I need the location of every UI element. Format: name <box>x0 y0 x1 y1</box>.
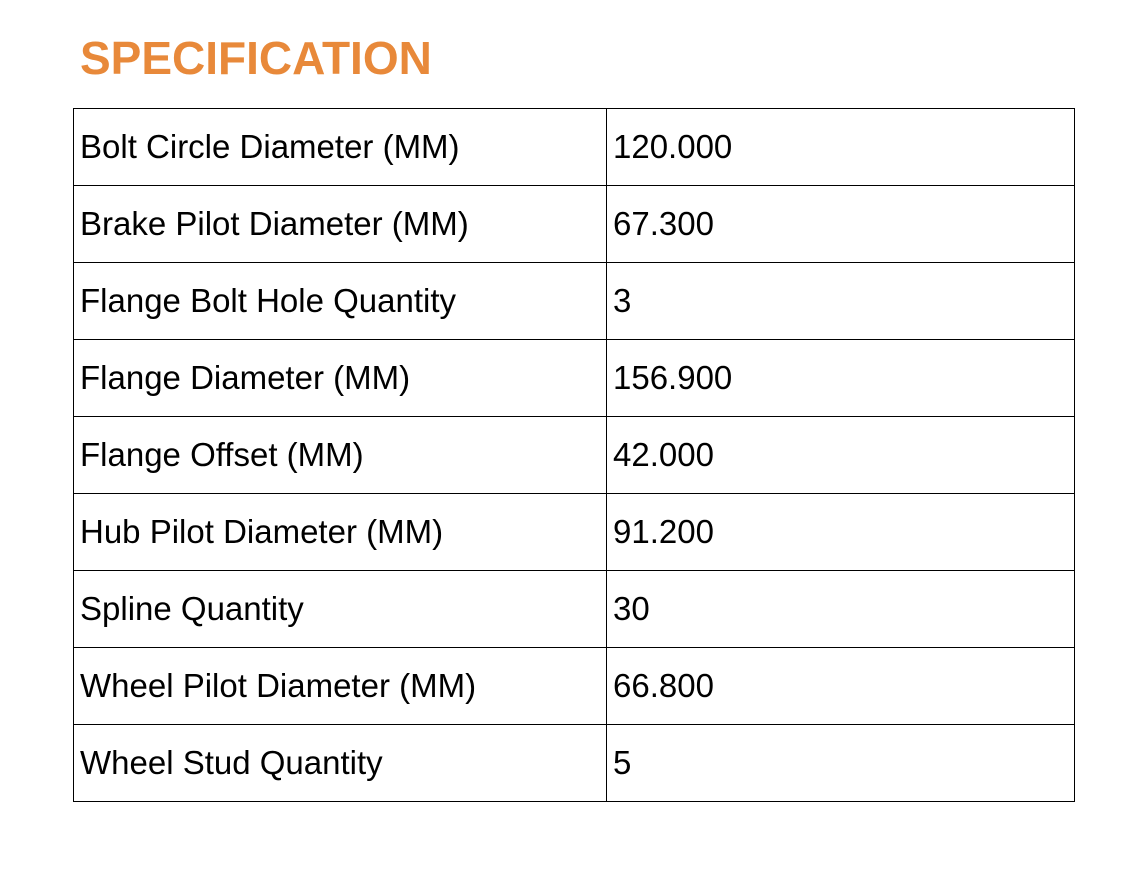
spec-value: 3 <box>607 263 1075 340</box>
spec-label: Wheel Stud Quantity <box>74 725 607 802</box>
spec-label: Spline Quantity <box>74 571 607 648</box>
table-row <box>74 109 1075 186</box>
spec-value: 30 <box>607 571 1075 648</box>
spec-label: Flange Offset (MM) <box>74 417 607 494</box>
spec-label: Flange Bolt Hole Quantity <box>74 263 607 340</box>
table-row <box>74 725 1075 802</box>
table-row <box>74 571 1075 648</box>
specification-table-body <box>74 109 1075 802</box>
spec-value: 91.200 <box>607 494 1075 571</box>
table-row <box>74 648 1075 725</box>
spec-value: 156.900 <box>607 340 1075 417</box>
table-row <box>74 494 1075 571</box>
spec-label: Hub Pilot Diameter (MM) <box>74 494 607 571</box>
table-row <box>74 186 1075 263</box>
table-row <box>74 340 1075 417</box>
spec-value: 5 <box>607 725 1075 802</box>
spec-value: 42.000 <box>607 417 1075 494</box>
spec-value: 67.300 <box>607 186 1075 263</box>
table-row <box>74 417 1075 494</box>
spec-label: Wheel Pilot Diameter (MM) <box>74 648 607 725</box>
specification-table <box>73 108 1075 802</box>
section-title: SPECIFICATION <box>80 32 432 84</box>
spec-value: 120.000 <box>607 109 1075 186</box>
spec-label: Bolt Circle Diameter (MM) <box>74 109 607 186</box>
spec-label: Brake Pilot Diameter (MM) <box>74 186 607 263</box>
spec-value: 66.800 <box>607 648 1075 725</box>
table-row <box>74 263 1075 340</box>
spec-label: Flange Diameter (MM) <box>74 340 607 417</box>
